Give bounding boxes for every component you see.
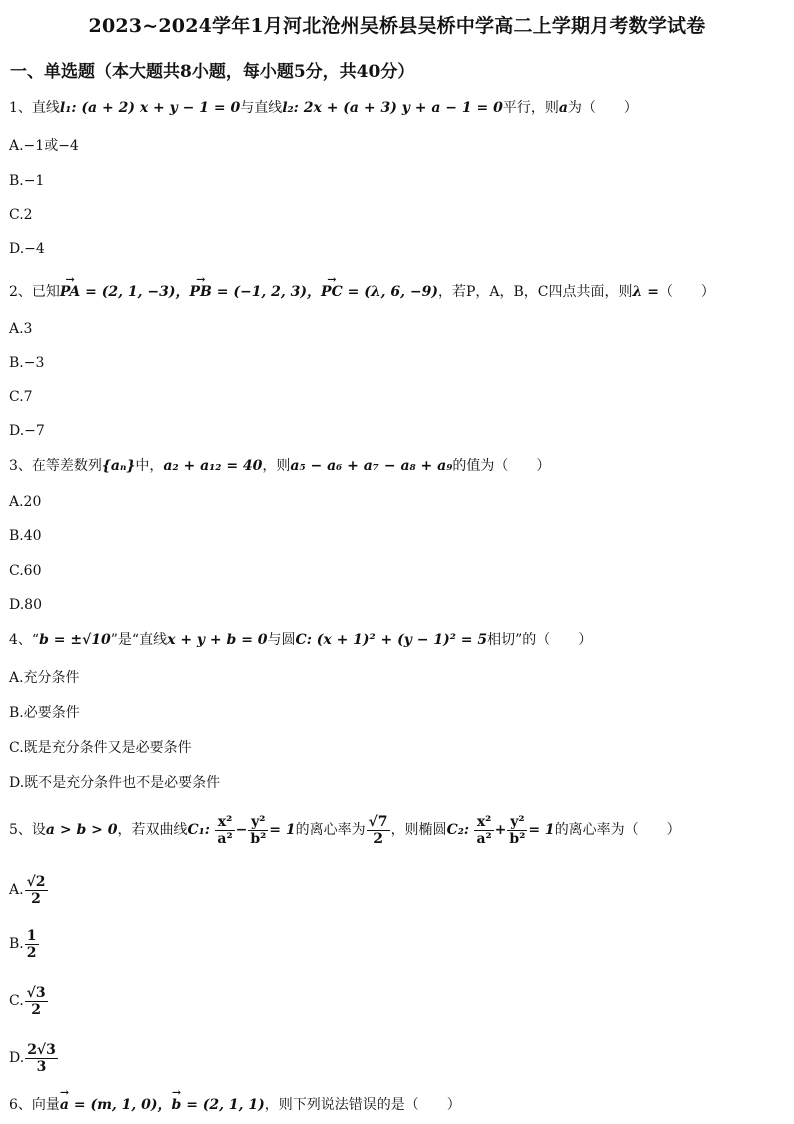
option-d: D.80 xyxy=(9,597,42,613)
numerator: 2√3 xyxy=(27,1041,56,1058)
question-6 xyxy=(9,1095,461,1115)
section-heading: 一、单选题（本大题共8小题，每小题5分，共40分） xyxy=(10,62,415,82)
option-b: B.−3 xyxy=(9,355,45,371)
option-a xyxy=(9,868,49,912)
question-5 xyxy=(9,810,681,850)
option-b: B.40 xyxy=(9,528,42,544)
option-label: C. xyxy=(9,993,24,1009)
option-label: A. xyxy=(9,882,24,898)
question-1 xyxy=(9,98,638,118)
numerator: y² xyxy=(507,814,527,831)
fraction xyxy=(215,814,234,847)
question-text: 与圆 xyxy=(267,632,296,648)
denominator: b² xyxy=(250,830,267,847)
math-expression: {aₙ} xyxy=(101,458,136,474)
fraction xyxy=(474,814,493,847)
question-text: 的离心率为 xyxy=(295,822,366,838)
fraction xyxy=(25,1042,58,1075)
vector-a: → a xyxy=(60,1095,69,1115)
question-2 xyxy=(9,282,715,302)
option-b: B.必要条件 xyxy=(9,705,80,721)
option-b: B.−1 xyxy=(9,173,45,189)
option-a: A.−1或−4 xyxy=(9,138,79,154)
question-text: ，若双曲线 xyxy=(117,822,188,838)
option-c: C.既是充分条件又是必要条件 xyxy=(9,740,192,756)
denominator: b² xyxy=(509,830,526,847)
denominator: 2 xyxy=(26,944,37,961)
math-expression: a₅ − a₆ + a₇ − a₈ + a₉ xyxy=(290,458,453,474)
fraction xyxy=(25,928,39,961)
question-text: 5、设 xyxy=(9,822,46,838)
question-text: 相切”的（ ） xyxy=(487,632,593,648)
math-expression: a > b > 0 xyxy=(45,822,118,838)
denominator: 2 xyxy=(31,890,41,907)
denominator: a² xyxy=(476,830,492,847)
math-expression: = 1 xyxy=(528,822,555,838)
math-expression: = (m, 1, 0)， xyxy=(69,1097,172,1113)
math-expression: a₂ + a₁₂ = 40 xyxy=(163,458,263,474)
denominator: 3 xyxy=(36,1058,47,1075)
question-text: （ ） xyxy=(658,284,715,300)
math-expression: = (2, 1, 1) xyxy=(181,1097,265,1113)
option-c: C.7 xyxy=(9,389,33,405)
vector-b: → b xyxy=(172,1095,182,1115)
option-c xyxy=(9,979,49,1023)
question-text: ，则 xyxy=(262,458,291,474)
question-text: 6、向量 xyxy=(9,1097,60,1113)
math-expression: = (2, 1, −3)， xyxy=(80,284,190,300)
option-d: D.既不是充分条件也不是必要条件 xyxy=(9,775,221,791)
numerator: 1 xyxy=(26,927,37,944)
math-expression: = (λ, 6, −9) xyxy=(342,284,438,300)
question-4 xyxy=(9,630,592,650)
numerator: x² xyxy=(215,814,234,831)
question-text: 与直线 xyxy=(240,100,283,116)
option-a: A.3 xyxy=(9,321,33,337)
option-label: D. xyxy=(9,1050,25,1066)
math-expression: = 1 xyxy=(269,822,296,838)
question-text: 的值为（ ） xyxy=(452,458,551,474)
math-expression: l₂: 2x + (a + 3) y + a − 1 = 0 xyxy=(282,100,503,116)
math-expression: b = ±√10 xyxy=(39,632,111,648)
math-expression: C₂: xyxy=(446,822,470,838)
math-operator: − xyxy=(235,822,248,838)
vector-pc: → PC xyxy=(321,282,343,302)
math-expression: x + y + b = 0 xyxy=(167,632,268,648)
numerator: x² xyxy=(474,814,493,831)
math-expression: C₁: xyxy=(187,822,210,838)
question-text: 2、已知 xyxy=(9,284,60,300)
fraction xyxy=(25,985,48,1018)
option-c: C.2 xyxy=(9,207,33,223)
math-expression: l₁: (a + 2) x + y − 1 = 0 xyxy=(59,100,241,116)
question-text: ，若P，A，B，C四点共面，则 xyxy=(437,284,633,300)
math-expression: C: (x + 1)² + (y − 1)² = 5 xyxy=(295,632,488,648)
question-text: 的离心率为（ ） xyxy=(554,822,681,838)
question-text: ”是“直线 xyxy=(110,632,168,648)
denominator: 2 xyxy=(31,1001,42,1018)
option-d: D.−4 xyxy=(9,241,45,257)
numerator: y² xyxy=(248,814,268,831)
math-expression: = (−1, 2, 3)， xyxy=(211,284,322,300)
math-operator: + xyxy=(494,822,507,838)
question-3 xyxy=(9,456,550,476)
math-expression: λ = xyxy=(632,284,659,300)
question-text: 3、在等差数列 xyxy=(9,458,102,474)
document-title: 2023~2024学年1月河北沧州吴桥县吴桥中学高二上学期月考数学试卷 xyxy=(88,15,706,37)
numerator: √3 xyxy=(26,984,46,1001)
numerator: √7 xyxy=(368,813,388,830)
fraction xyxy=(507,814,527,847)
vector-pb: → PB xyxy=(189,282,211,302)
question-text: 1、直线 xyxy=(9,100,60,116)
option-b xyxy=(9,922,40,966)
question-text: 为（ ） xyxy=(567,100,638,116)
denominator: a² xyxy=(217,830,233,847)
question-text: 中， xyxy=(135,458,164,474)
question-text: ，则椭圆 xyxy=(390,822,447,838)
fraction xyxy=(25,874,48,907)
option-a: A.20 xyxy=(9,494,42,510)
option-d xyxy=(9,1036,59,1080)
fraction xyxy=(248,814,268,847)
numerator: √2 xyxy=(26,873,46,890)
math-expression: a xyxy=(558,100,568,116)
denominator: 2 xyxy=(373,830,383,847)
question-text: 平行，则 xyxy=(502,100,559,116)
option-c: C.60 xyxy=(9,563,42,579)
vector-pa: → PA xyxy=(60,282,80,302)
question-text: 4、“ xyxy=(9,632,40,648)
option-d: D.−7 xyxy=(9,423,45,439)
option-a: A.充分条件 xyxy=(9,670,80,686)
option-label: B. xyxy=(9,936,24,952)
fraction xyxy=(367,814,390,847)
question-text: ，则下列说法错误的是（ ） xyxy=(264,1097,461,1113)
